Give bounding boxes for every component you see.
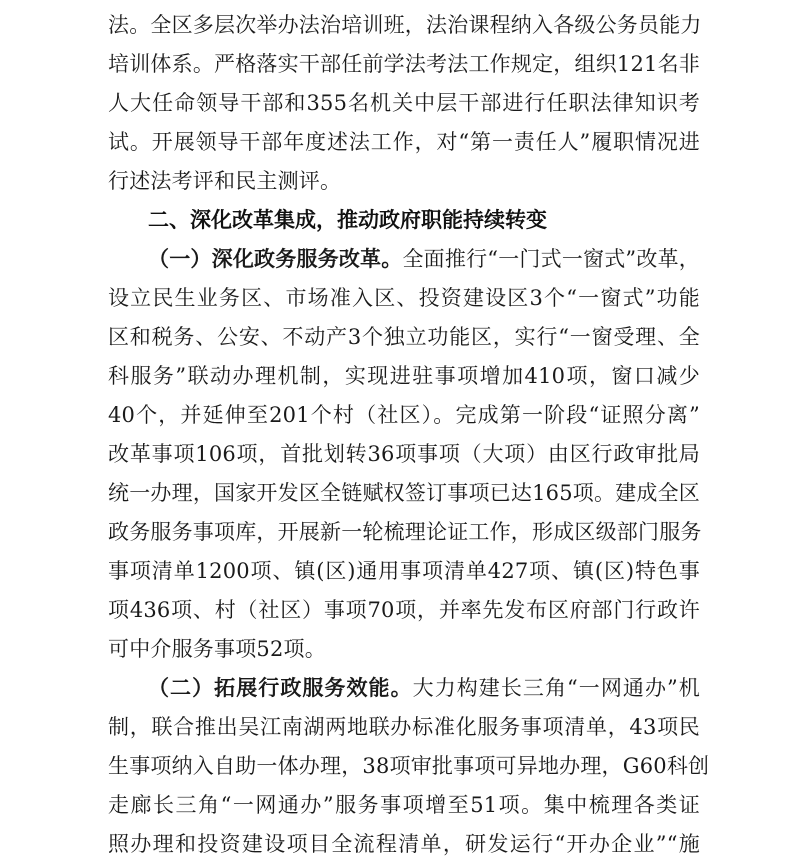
body-line: 政务服务事项库，开展新一轮梳理论证工作，形成区级部门服务 — [108, 520, 702, 544]
paragraph-first-line — [148, 241, 700, 277]
body-line: 统一办理，国家开发区全链赋权签订事项已达165项。建成全区 — [108, 481, 700, 505]
body-line: 科服务”联动办理机制，实现进驻事项增加410项，窗口减少 — [108, 364, 700, 388]
body-line: 人大任命领导干部和355名机关中层干部进行任职法律知识考 — [108, 91, 700, 115]
body-line: 法。全区多层次举办法治培训班，法治课程纳入各级公务员能力 — [108, 13, 702, 37]
paragraph-first-line — [148, 670, 700, 706]
body-line: 试。开展领导干部年度述法工作，对“第一责任人”履职情况进 — [108, 130, 700, 154]
body-line: 生事项纳入自助一体办理，38项审批事项可异地办理，G60科创 — [108, 754, 710, 778]
body-line: 照办理和投资建设项目全流程清单，研发运行“开办企业”“施 — [108, 832, 700, 856]
section-heading: 二、深化改革集成，推动政府职能持续转变 — [148, 208, 547, 232]
body-line: 区和税务、公安、不动产3个独立功能区，实行“一窗受理、全 — [108, 325, 700, 349]
body-line: 事项清单1200项、镇(区)通用事项清单427项、镇(区)特色事 — [108, 559, 700, 583]
paragraph-first-line-text: 全面推行“一门式一窗式”改革， — [402, 247, 700, 271]
paragraph-lead: （一）深化政务服务改革。 — [148, 247, 403, 271]
body-line: 项436项、村（社区）事项70项，并率先发布区府部门行政许 — [108, 598, 700, 622]
body-line: 走廊长三角“一网通办”服务事项增至51项。集中梳理各类证 — [108, 793, 700, 817]
body-line: 改革事项106项，首批划转36项事项（大项）由区行政审批局 — [108, 442, 700, 466]
body-line: 可中介服务事项52项。 — [108, 637, 326, 661]
paragraph-first-line-text: 大力构建长三角“一网通办”机 — [412, 676, 700, 700]
body-line: 40个，并延伸至201个村（社区）。完成第一阶段“证照分离” — [108, 403, 700, 427]
body-line: 制，联合推出吴江南湖两地联办标准化服务事项清单，43项民 — [108, 715, 700, 739]
body-line: 设立民生业务区、市场准入区、投资建设区3个“一窗式”功能 — [108, 286, 700, 310]
body-line: 培训体系。严格落实干部任前学法考法工作规定，组织121名非 — [108, 52, 700, 76]
body-line: 行述法考评和民主测评。 — [108, 169, 342, 193]
paragraph-lead: （二）拓展行政服务效能。 — [148, 676, 413, 700]
